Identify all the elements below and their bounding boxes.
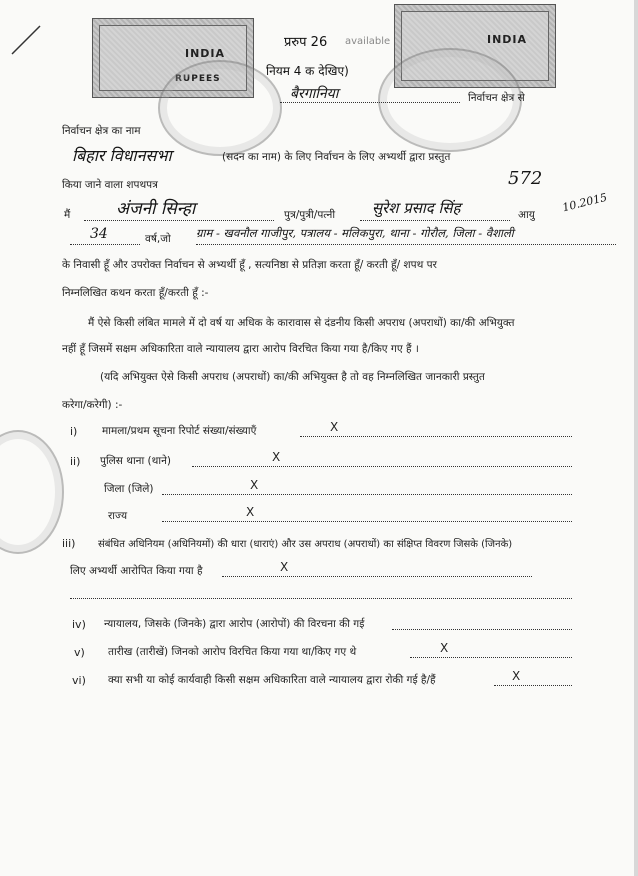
scan-edge: [634, 0, 638, 876]
constituency-name-handwritten: बैरगानिया: [290, 86, 339, 102]
margin-date-note: 10.2015: [561, 190, 609, 215]
item-6-value: X: [512, 669, 521, 683]
declaration-para2-line2: करेगा/करेगी) :-: [62, 399, 123, 411]
constituency-dotted-line: [280, 102, 460, 103]
house-name-handwritten: बिहार विधानसभा: [72, 146, 172, 165]
declaration-para2-line1: (यदि अभियुक्त ऐसे किसी अपराध (अपराधों) का/की अभियुक्त है तो वह निम्नलिखित जानकारी प्रस्तुत: [100, 371, 485, 383]
name-dotted-line: [84, 220, 274, 221]
candidate-name-handwritten: अंजनी सिन्हा: [116, 199, 196, 219]
margin-number-572: 572: [508, 168, 543, 189]
rule-reference: नियम 4 क देखिए): [266, 64, 349, 78]
item-5-value: X: [440, 641, 449, 655]
item-district-label: जिला (जिले): [104, 483, 154, 495]
item-6-number: vi): [72, 674, 86, 687]
stamp-left-country: INDIA: [185, 47, 226, 60]
item-2-value: X: [272, 450, 281, 464]
father-dotted-line: [360, 220, 510, 221]
item-4-number: iv): [72, 618, 86, 631]
round-seal-left-margin: [0, 430, 64, 554]
item-5-number: v): [74, 646, 85, 659]
form-title: प्ररुप 26: [284, 35, 328, 50]
item-3-value: X: [280, 560, 289, 574]
constituency-suffix: निर्वाचन क्षेत्र से: [468, 92, 525, 104]
item-3-label: संबंधित अधिनियम (अधिनियमों) की धारा (धाराएं) और उस अपराध (अपराधों) का संक्षिप्त विवरण जिसके (जिनके): [98, 539, 513, 550]
item-6-label: क्या सभी या कोई कार्यवाही किसी सक्षम अधिकारिता वाले न्यायालय द्वारा रोकी गई है/हैं: [108, 674, 436, 686]
intro-line-1: (सदन का नाम) के लिए निर्वाचन के लिए अभ्यर्थी द्वारा प्रस्तुत: [222, 151, 451, 163]
item-1-dotted-line: [300, 436, 572, 437]
overlay-text-fragment: available: [345, 36, 391, 47]
resident-line: के निवासी हूँ और उपरोक्त निर्वाचन से अभ्यर्थी हूँ , सत्यनिष्ठा से प्रतिज्ञा करता हूँ/ करती हूँ/ शपथ पर: [62, 259, 437, 271]
item-3-label-cont: लिए अभ्यर्थी आरोपित किया गया है: [70, 565, 203, 577]
item-3-extra-dotted-line: [70, 598, 572, 599]
relation-label: पुत्र/पुत्री/पत्नी: [284, 209, 336, 221]
age-handwritten: 34: [90, 226, 108, 242]
item-state-dotted-line: [162, 521, 572, 522]
declaration-para1-line1: मैं ऐसे किसी लंबित मामले में दो वर्ष या अधिक के कारावास से दंडनीय किसी अपराध (अपराधों) का/की अभियुक्त: [88, 317, 515, 329]
address-dotted-line: [196, 244, 616, 245]
intro-line-2: किया जाने वाला शपथपत्र: [62, 179, 158, 191]
item-5-label: तारीख (तारीखें) जिनको आरोप विरचित किया गया था/किए गए थे: [108, 646, 357, 658]
stamp-right-country: INDIA: [487, 33, 528, 46]
item-district-dotted-line: [162, 494, 572, 495]
pen-stroke-mark: [6, 20, 46, 60]
item-4-dotted-line: [392, 629, 572, 630]
item-district-value: X: [250, 478, 259, 492]
item-2-dotted-line: [192, 466, 572, 467]
item-3-dotted-line: [222, 576, 532, 577]
stamp-left-denomination: RUPEES: [175, 74, 221, 84]
item-3-number: iii): [62, 537, 76, 550]
item-6-dotted-line: [494, 685, 572, 686]
item-1-number: i): [70, 425, 78, 438]
statement-line: निम्नलिखित कथन करता हूँ/करती हूँ :-: [62, 287, 209, 299]
item-state-value: X: [246, 505, 255, 519]
item-4-label: न्यायालय, जिसके (जिनके) द्वारा आरोप (आरोपों) की विरचना की गई: [104, 618, 365, 630]
item-2-number: ii): [70, 455, 81, 468]
father-name-handwritten: सुरेश प्रसाद सिंह: [372, 199, 461, 217]
item-1-value: X: [330, 420, 339, 434]
item-2-label: पुलिस थाना (थाने): [100, 455, 172, 467]
age-suffix: वर्ष,जो: [145, 233, 171, 245]
item-5-dotted-line: [410, 657, 572, 658]
declaration-para1-line2: नहीं हूँ जिसमें सक्षम अधिकारिता वाले न्यायालय द्वारा आरोप विरचित किया गया है/किए गए हैं ।: [62, 343, 419, 355]
round-seal-top-left: [158, 60, 282, 156]
age-dotted-line: [70, 244, 140, 245]
candidate-prefix: मैं: [64, 209, 71, 221]
constituency-label: निर्वाचन क्षेत्र का नाम: [62, 125, 141, 137]
item-state-label: राज्य: [108, 510, 128, 522]
item-1-label: मामला/प्रथम सूचना रिपोर्ट संख्या/संख्याएँ: [102, 425, 257, 437]
age-label: आयु: [518, 209, 535, 221]
address-handwritten: ग्राम - खवनौल गाजीपुर, पत्रालय - मलिकपुरा, थाना - गोरौल, जिला - वैशाली: [196, 226, 514, 240]
